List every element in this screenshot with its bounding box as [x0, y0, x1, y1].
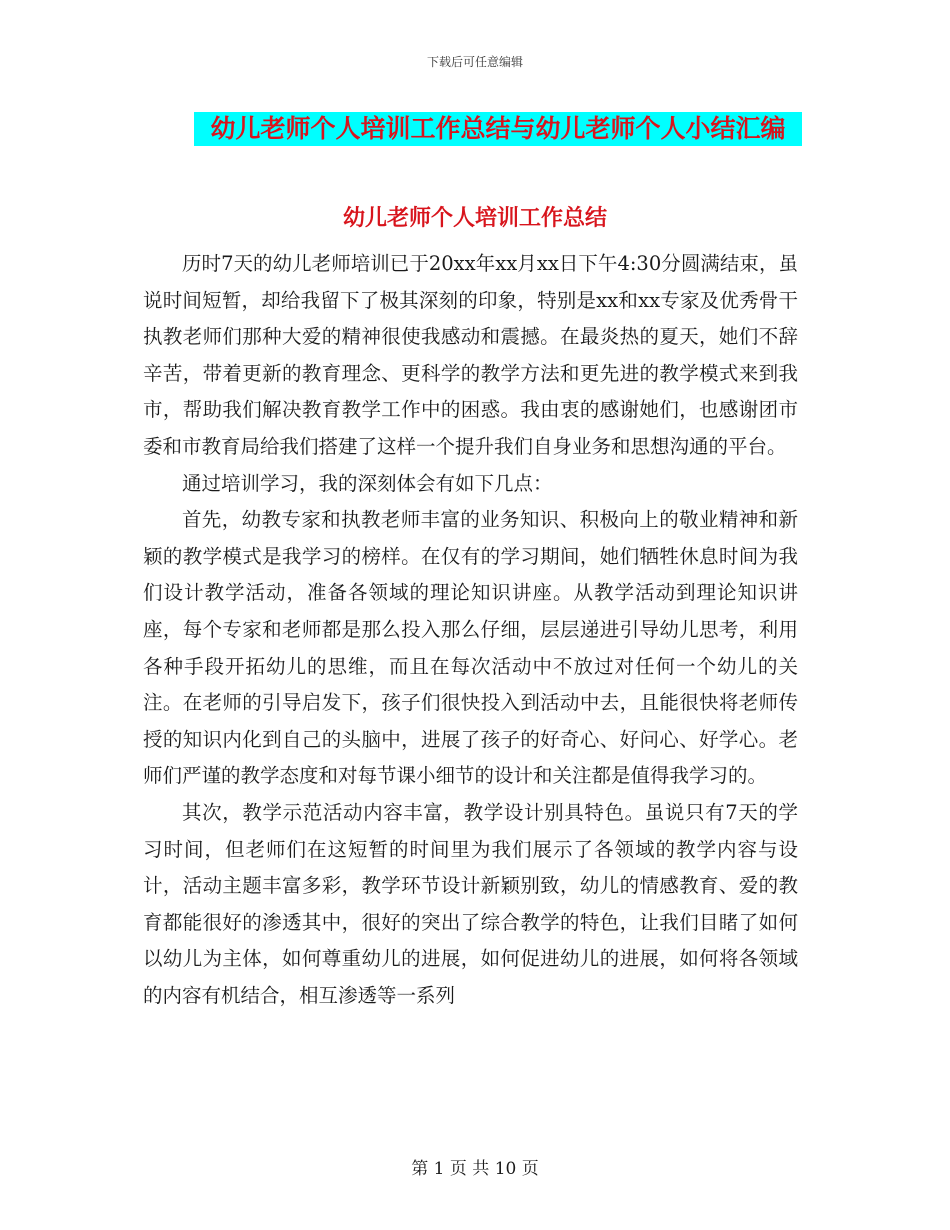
section-title: 幼儿老师个人培训工作总结 — [342, 205, 607, 231]
paragraph: 其次，教学示范活动内容丰富，教学设计别具特色。虽说只有7天的学习时间，但老师们在这短暂的时间里为我们展示了各领域的教学内容与设计，活动主题丰富多彩，教学环节设计新颖别致，幼儿的情感教育、爱的教育都能很好的渗透其中，很好的突出了综合教学的特色，让我们目睹了如何以幼儿为主体，如何尊重幼儿的进展，如何促进幼儿的进展，如何将各领域的内容有机结合，相互渗透等一系列 — [143, 800, 798, 1007]
header-note: 下载后可任意编辑 — [426, 55, 523, 69]
body-text — [143, 246, 798, 1014]
paragraph: 通过培训学习，我的深刻体会有如下几点： — [182, 471, 553, 495]
paragraph: 首先，幼教专家和执教老师丰富的业务知识、积极向上的敬业精神和新颖的教学模式是我学习的榜样。在仅有的学习期间，她们牺牲休息时间为我们设计教学活动，准备各领域的理论知识讲座。从教学活动到理论知识讲座，每个专家和老师都是那么投入那么仔细，层层递进引导幼儿思考，利用各种手段开拓幼儿的思维，而且在每次活动中不放过对任何一个幼儿的关注。在老师的引导启发下，孩子们很快投入到活动中去，且能很快将老师传授的知识内化到自己的头脑中，进展了孩子的好奇心、好问心、好学心。老师们严谨的教学态度和对每节课小细节的设计和关注都是值得我学习的。 — [143, 508, 798, 788]
main-title: 幼儿老师个人培训工作总结与幼儿老师个人小结汇编 — [210, 114, 786, 143]
paragraph: 历时7天的幼儿老师培训已于20xx年xx月xx日下午4:30分圆满结束，虽说时间短暂，却给我留下了极其深刻的印象，特别是xx和xx专家及优秀骨干执教老师们那种大爱的精神很使我感动和震撼。在最炎热的夏天，她们不辞辛苦，带着更新的教育理念、更科学的教学方法和更先进的教学模式来到我市，帮助我们解决教育教学工作中的困惑。我由衷的感谢她们，也感谢团市委和市教育局给我们搭建了这样一个提升我们自身业务和思想沟通的平台。 — [143, 252, 798, 458]
page-footer: 第 1 页 共 10 页 — [411, 1159, 539, 1179]
main-title-highlight — [194, 112, 802, 146]
